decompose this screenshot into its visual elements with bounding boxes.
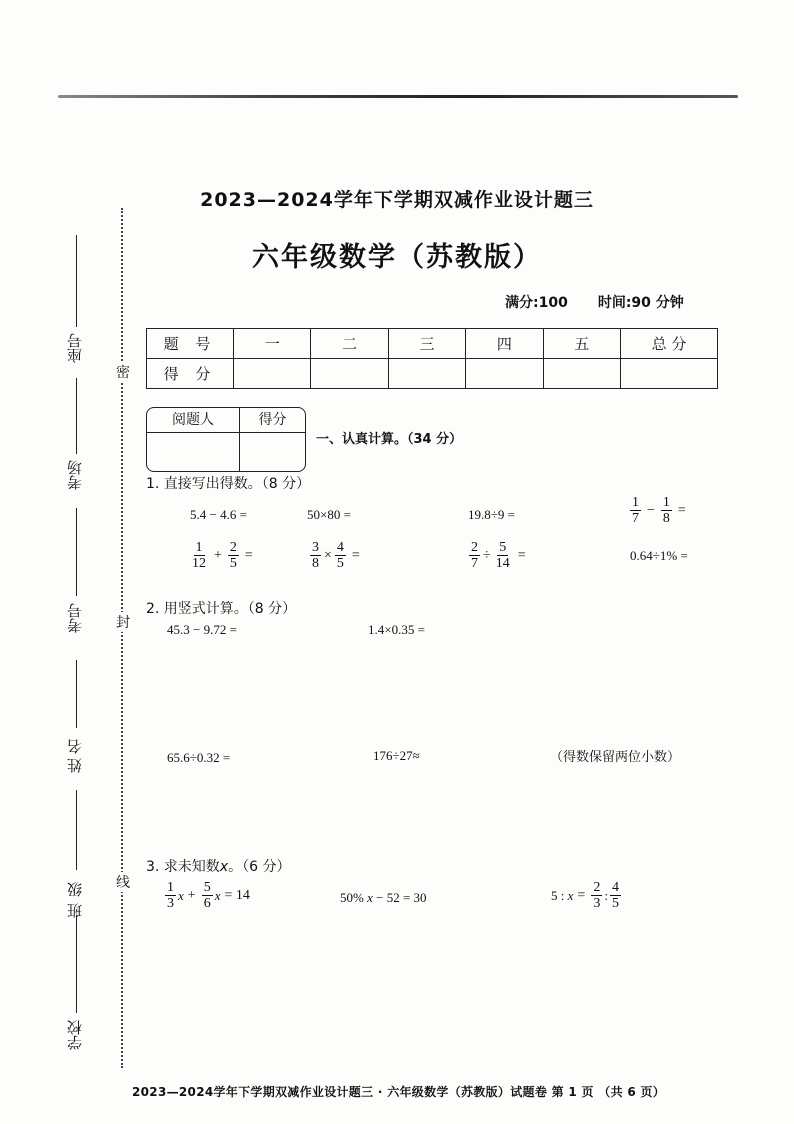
grader-score-label: 得分 bbox=[258, 412, 287, 428]
score-table-cell: 总 分 bbox=[621, 329, 718, 359]
score-table-cell: 五 bbox=[543, 329, 620, 359]
exam-series-title: 2023—2024学年下学期双减作业设计题三 bbox=[200, 189, 594, 211]
score-table-cell: 四 bbox=[466, 329, 543, 359]
exam-subject-title: 六年级数学（苏教版） bbox=[252, 242, 542, 273]
q3-equation-2: 50% x − 52 = 30 bbox=[340, 890, 427, 905]
q1-item-f: $\frac{3}{8}$ × $\frac{4}{5}$ = bbox=[312, 540, 360, 571]
q1-item-d: $\frac{1}{7}$ − $\frac{1}{8}$ = bbox=[632, 495, 686, 526]
side-label-seat: 座号 bbox=[66, 333, 84, 363]
q2-rounding-note: （得数保留两位小数） bbox=[550, 750, 681, 765]
q2-title: 2. 用竖式计算。（8 分） bbox=[146, 601, 297, 617]
score-entry-cell[interactable] bbox=[543, 359, 620, 389]
score-table-cell: 三 bbox=[388, 329, 465, 359]
q3-title: 3. 求未知数x。（6 分） bbox=[146, 859, 291, 875]
score-table-header-row bbox=[147, 329, 718, 359]
q3-equation-1: $\frac{1}{3}$ x + $\frac{5}{6}$ x = 14 bbox=[167, 880, 250, 911]
seal-char-xian: 线 bbox=[113, 872, 133, 892]
q2-item-2: 1.4×0.35 = bbox=[368, 622, 425, 637]
q2-item-4: 176÷27≈ bbox=[373, 748, 420, 763]
grader-box bbox=[146, 407, 306, 472]
seal-char-mi: 密 bbox=[113, 362, 133, 382]
q2-item-3: 65.6÷0.32 = bbox=[167, 750, 231, 765]
q3-equation-3: 5 : x = $\frac{2}{3}$ : $\frac{4}{5}$ bbox=[551, 880, 619, 911]
exam-meta bbox=[505, 292, 714, 312]
q1-title: 1. 直接写出得数。（8 分） bbox=[146, 476, 311, 492]
score-entry-cell[interactable] bbox=[234, 359, 311, 389]
side-line-class bbox=[76, 790, 77, 870]
side-line-exam-room bbox=[76, 378, 77, 454]
page-footer: 2023—2024学年下学期双减作业设计题三 · 六年级数学（苏教版）试题卷 第 1 页 （共 6 页） bbox=[132, 1085, 666, 1099]
full-score: 满分:100 bbox=[505, 295, 568, 311]
score-entry-cell[interactable] bbox=[311, 359, 388, 389]
q1-item-h: 0.64÷1% = bbox=[630, 548, 688, 563]
score-table-cell: 得 分 bbox=[147, 359, 234, 389]
top-scan-line bbox=[58, 95, 738, 98]
side-label-class: 班级 bbox=[66, 876, 84, 918]
section-one-heading: 一、认真计算。（34 分） bbox=[316, 432, 463, 447]
side-label-school: 学校 bbox=[66, 1020, 84, 1050]
q1-item-e: $\frac{1}{12}$ + $\frac{2}{5}$ = bbox=[192, 540, 253, 571]
score-table-cell: 一 bbox=[234, 329, 311, 359]
q1-item-b: 50×80 = bbox=[307, 507, 351, 522]
grader-label: 阅题人 bbox=[147, 408, 240, 432]
side-label-name: 姓名 bbox=[66, 735, 84, 773]
score-table-score-row bbox=[147, 359, 718, 389]
score-entry-cell[interactable] bbox=[388, 359, 465, 389]
side-line-school bbox=[76, 915, 77, 1013]
time-limit: 时间:90 分钟 bbox=[597, 295, 684, 311]
seal-dotted-line bbox=[121, 208, 123, 1068]
score-table-cell: 二 bbox=[311, 329, 388, 359]
score-table-cell: 题 号 bbox=[147, 329, 234, 359]
side-line-name bbox=[76, 660, 77, 728]
q1-item-g: $\frac{2}{7}$ ÷ $\frac{5}{14}$ = bbox=[471, 540, 526, 571]
side-line-exam-number bbox=[76, 508, 77, 596]
q1-item-c: 19.8÷9 = bbox=[468, 507, 515, 522]
seal-char-feng: 封 bbox=[113, 612, 133, 632]
side-label-exam-number: 考号 bbox=[66, 603, 84, 633]
q1-item-a: 5.4 − 4.6 = bbox=[190, 507, 247, 522]
score-entry-cell[interactable] bbox=[621, 359, 718, 389]
score-entry-cell[interactable] bbox=[466, 359, 543, 389]
side-label-exam-room: 考场 bbox=[66, 460, 84, 490]
score-table bbox=[146, 328, 718, 389]
q2-item-1: 45.3 − 9.72 = bbox=[167, 622, 237, 637]
